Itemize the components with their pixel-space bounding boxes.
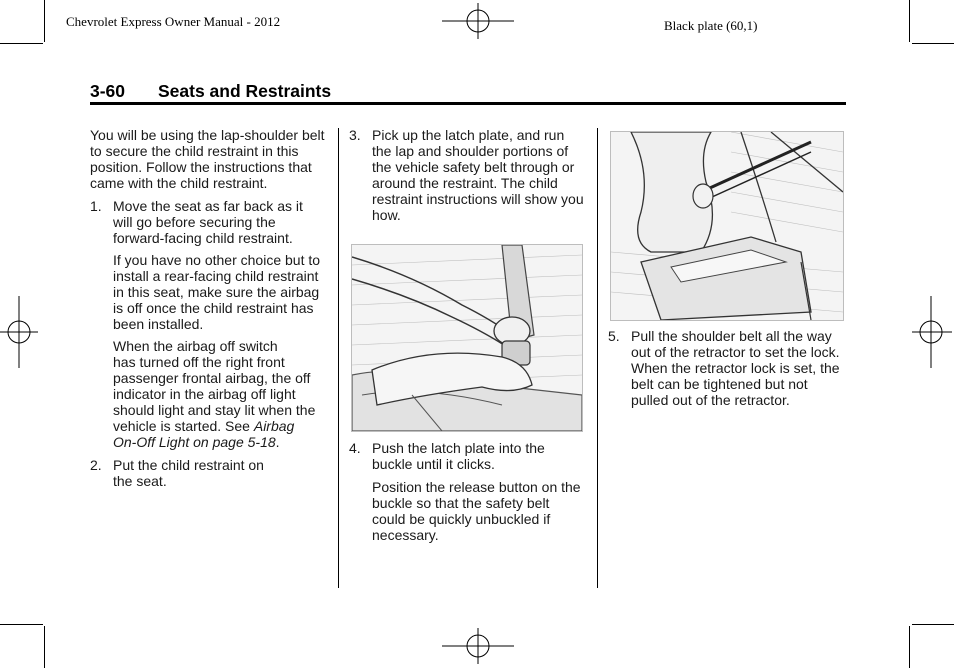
crop-mark <box>912 624 954 625</box>
registration-mark-bottom <box>442 628 514 664</box>
text-line: indicator in the airbag off light <box>113 386 296 402</box>
registration-mark-right <box>912 296 952 368</box>
crop-mark <box>44 0 45 42</box>
cross-reference-link[interactable]: Airbag <box>253 418 295 434</box>
shoulder-belt-drawing <box>611 132 843 320</box>
cross-reference-link[interactable]: On-Off Light on page 5-18 <box>113 434 276 450</box>
text-fragment: vehicle is started. See <box>113 418 254 434</box>
text-line: passenger frontal airbag, the off <box>113 370 311 386</box>
section-number: 3-60 <box>90 81 126 101</box>
step-text: Pick up the latch plate, and run the lap and shoulder portions of the vehicle safety belt through or around the restraint. The child restraint instructions will show you how. <box>372 127 584 223</box>
step-4-paragraph-2: Position the release button on the buckle so that the safety belt could be quickly unbuckled if necessary. <box>372 479 581 543</box>
crop-mark <box>912 43 954 44</box>
text-line: When the airbag off switch <box>113 338 278 354</box>
column-divider <box>338 128 339 588</box>
crop-mark <box>0 43 43 44</box>
step-number: 2. <box>90 457 102 473</box>
text-fragment: . <box>275 434 280 450</box>
registration-mark-left <box>0 296 38 368</box>
registration-mark-top <box>442 3 514 39</box>
crop-mark <box>0 624 43 625</box>
section-heading <box>90 80 846 105</box>
running-header-left: Chevrolet Express Owner Manual - 2012 <box>66 14 281 29</box>
step-number: 5. <box>608 328 620 344</box>
step-text: Move the seat as far back as it will go before securing the forward-facing child restraint. <box>113 198 303 246</box>
text-line: should light and stay lit when the <box>113 402 316 418</box>
illustration-shoulder-belt <box>610 131 844 321</box>
intro-paragraph: You will be using the lap-shoulder belt to secure the child restraint in this position. Follow the instructions that came with the child restraint. <box>90 127 325 191</box>
section-title: Seats and Restraints <box>158 81 332 101</box>
step-text: Put the child restraint on the seat. <box>113 457 264 489</box>
step-5 <box>608 328 848 408</box>
column-1 <box>90 127 330 489</box>
step-number: 3. <box>349 127 361 143</box>
text-line <box>113 434 330 450</box>
crop-mark <box>44 626 45 668</box>
column-divider <box>597 128 598 588</box>
text-line: has turned off the right front <box>113 354 285 370</box>
latch-plate-drawing <box>352 245 582 431</box>
illustration-latch-plate <box>351 244 583 432</box>
column-3 <box>608 328 848 408</box>
step-3 <box>349 127 589 223</box>
crop-mark <box>909 626 910 668</box>
step-text: Push the latch plate into the buckle until it clicks. <box>372 440 545 472</box>
step-number: 1. <box>90 198 102 214</box>
step-text: Pull the shoulder belt all the way out of the retractor to set the lock. When the retractor lock is set, the belt can be tightened but not pulled out of the retractor. <box>631 328 840 408</box>
step-number: 4. <box>349 440 361 456</box>
step-1 <box>90 198 330 246</box>
step-2 <box>90 457 330 489</box>
step-1-paragraph-3 <box>90 338 330 450</box>
crop-mark <box>909 0 910 42</box>
text-line <box>113 418 330 434</box>
step-4 <box>349 440 589 472</box>
step-1-paragraph-2: If you have no other choice but to install a rear-facing child restraint in this seat, make sure the airbag is off once the child restraint has been installed. <box>113 252 321 332</box>
column-2-lower <box>349 440 589 543</box>
running-header-right: Black plate (60,1) <box>664 18 758 33</box>
column-2 <box>349 127 589 223</box>
